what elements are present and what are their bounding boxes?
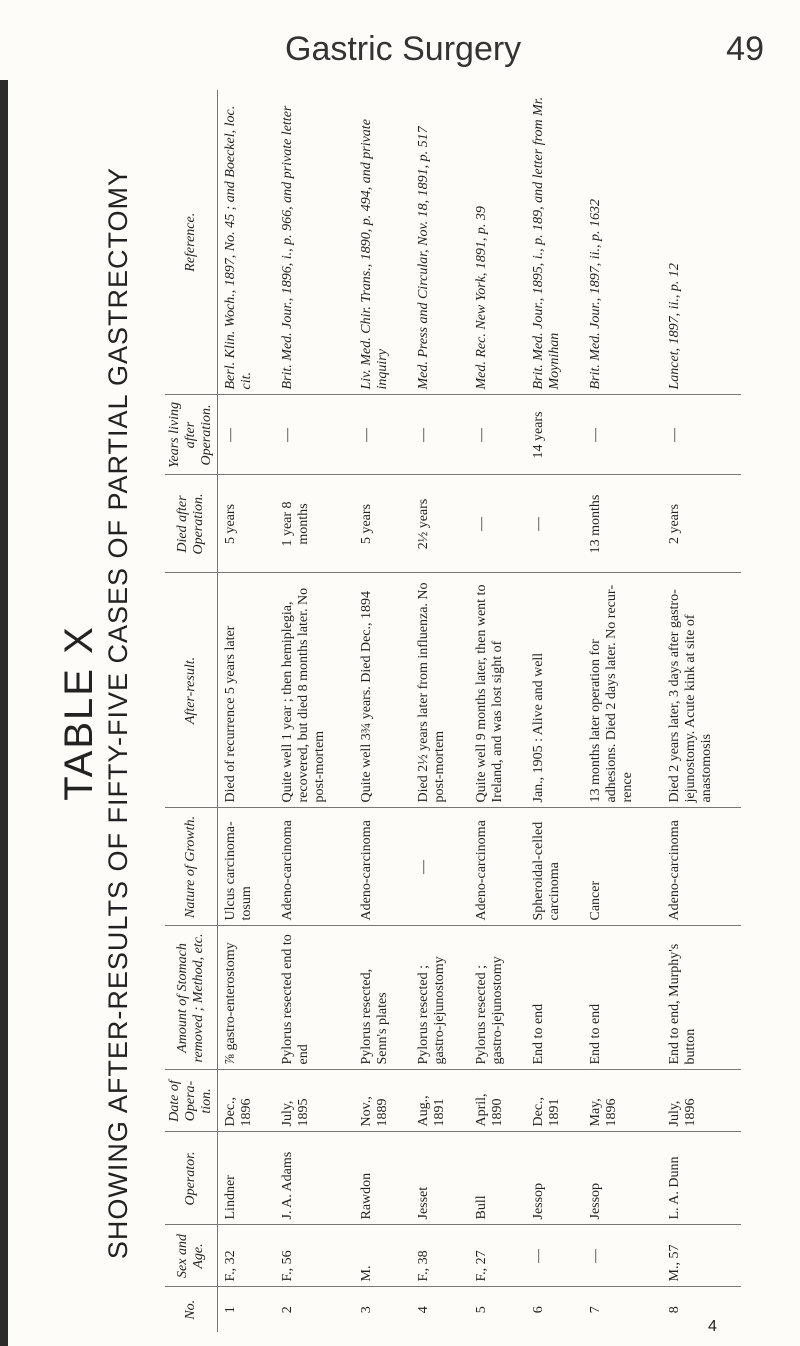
running-title: Gastric Surgery	[285, 30, 522, 68]
cell-died-after: 1 year 8 months	[275, 475, 354, 573]
cell-sex-age: F., 38	[411, 1225, 468, 1287]
cell-amount: Pylorus resected end to end	[275, 926, 354, 1070]
table-row	[469, 90, 526, 1332]
cell-years-living: —	[662, 395, 741, 475]
table-header-row	[165, 90, 218, 1332]
cell-reference: Brit. Med. Jour., 1895, i., p. 189, and letter from Mr. Moynihan	[530, 96, 562, 390]
cell-years-living: —	[275, 395, 354, 475]
cell-amount: End to end, Murphy's button	[662, 926, 741, 1070]
cell-date: Dec., 1891	[526, 1070, 583, 1132]
cell-after-result: Quite well 1 year ; then hemiplegia, recovered, but died 8 months later. No post-mortem	[275, 573, 354, 808]
cell-reference: Brit. Med. Jour., 1897, ii., p. 1632	[588, 198, 603, 390]
cell-sex-age: M., 57	[662, 1225, 741, 1287]
cell-died-after: 5 years	[218, 475, 276, 573]
table-row	[583, 90, 662, 1332]
table-subtitle: SHOWING AFTER-RESULTS OF FIFTY-FIVE CASES OF PARTIAL GASTRECTOMY	[103, 166, 133, 1260]
cell-operator: Jesset	[411, 1132, 468, 1225]
cell-no: 4	[411, 1287, 468, 1332]
cell-nature: —	[411, 808, 468, 926]
cell-years-living: 14 years	[526, 395, 583, 475]
cell-reference: Brit. Med. Jour., 1896, i., p. 966, and private letter	[280, 105, 296, 390]
cell-operator: Jessop	[526, 1132, 583, 1225]
cell-after-result: Quite well 9 months later, then went to Ireland, and was lost sight of	[469, 573, 526, 808]
cell-date: Dec., 1896	[218, 1070, 276, 1132]
cell-no: 2	[275, 1287, 354, 1332]
cell-years-living: —	[469, 395, 526, 475]
col-header-amount: Amount of Stomach removed ; Method, etc.	[165, 926, 218, 1070]
cell-nature: Adeno-carcinoma	[469, 808, 526, 926]
cell-sex-age: M.	[354, 1225, 411, 1287]
col-header-years-living: Years living after Operation.	[165, 395, 218, 475]
page-header	[0, 0, 800, 80]
cell-reference: Berl. Klin. Woch., 1897, No. 45 ; and Boeckel, loc. cit.	[223, 105, 254, 390]
cell-years-living: —	[354, 395, 411, 475]
table-row	[354, 90, 411, 1332]
col-header-after-result: After-result.	[165, 573, 218, 808]
col-header-nature: Nature of Growth.	[165, 808, 218, 926]
table-row	[411, 90, 468, 1332]
table-caption	[40, 80, 150, 1346]
cell-date: July, 1896	[662, 1070, 741, 1132]
cell-died-after: 5 years	[354, 475, 411, 573]
cell-amount: End to end	[583, 926, 662, 1070]
cell-operator: Bull	[469, 1132, 526, 1225]
cell-after-result: Died 2½ years later from influenza. No post-mortem	[411, 573, 468, 808]
cell-nature: Adeno-carcinoma	[354, 808, 411, 926]
col-header-date: Date of Operation.	[165, 1070, 218, 1132]
cell-date: April, 1890	[469, 1070, 526, 1132]
cell-after-result: Died of recurrence 5 years later	[218, 573, 276, 808]
cell-reference: Med. Press and Circular, Nov. 18, 1891, p. 517	[416, 126, 432, 390]
table-row	[662, 90, 741, 1332]
cell-after-result: Jan., 1905 : Alive and well	[526, 573, 583, 808]
cell-reference: Lancet, 1897, ii., p. 12	[666, 263, 682, 390]
cell-nature: Cancer	[583, 808, 662, 926]
cell-reference: Med. Rec. New York, 1891, p. 39	[473, 206, 489, 390]
table-title: TABLE X	[57, 625, 101, 801]
cell-after-result: 13 months later operation for adhesions. Died 2 days later. No recurrence	[583, 573, 662, 808]
cell-sex-age: F., 32	[218, 1225, 276, 1287]
cell-died-after: 2 years	[662, 475, 741, 573]
cell-no: 5	[469, 1287, 526, 1332]
col-header-sex-age: Sex and Age.	[165, 1225, 218, 1287]
cell-no: 1	[218, 1287, 276, 1332]
cell-sex-age: —	[583, 1225, 662, 1287]
cell-died-after: —	[469, 475, 526, 573]
cell-nature: Ulcus carcinomatosum	[218, 808, 276, 926]
cell-after-result: Died 2 years later, 3 days after gastro-jejunostomy. Acute kink at site of anastomosis	[662, 573, 741, 808]
col-header-reference: Reference.	[165, 90, 218, 395]
cell-operator: Lindner	[218, 1132, 276, 1225]
cell-amount: Pylorus resected, Senn's plates	[354, 926, 411, 1070]
cell-operator: Jessop	[583, 1132, 662, 1225]
results-table	[165, 90, 741, 1332]
cell-years-living: —	[583, 395, 662, 475]
cell-nature: Adeno-carcinoma	[662, 808, 741, 926]
cell-no: 6	[526, 1287, 583, 1332]
col-header-operator: Operator.	[165, 1132, 218, 1225]
cell-sex-age: —	[526, 1225, 583, 1287]
cell-amount: ⅞ gastro-enterostomy	[218, 926, 276, 1070]
cell-operator: L. A. Dunn	[662, 1132, 741, 1225]
cell-sex-age: F., 56	[275, 1225, 354, 1287]
cell-date: Nov., 1889	[354, 1070, 411, 1132]
cell-amount: Pylorus resected ; gastro-jejunostomy	[411, 926, 468, 1070]
cell-nature: Spheroidal-celled carcinoma	[526, 808, 583, 926]
cell-reference: Liv. Med. Chir. Trans., 1890, p. 494, and private inquiry	[359, 119, 391, 390]
table-row	[218, 90, 276, 1332]
cell-years-living: —	[218, 395, 276, 475]
cell-sex-age: F., 27	[469, 1225, 526, 1287]
cell-amount: Pylorus resected ; gastro-jejunostomy	[469, 926, 526, 1070]
cell-operator: Rawdon	[354, 1132, 411, 1225]
cell-no: 8	[662, 1287, 741, 1332]
cell-date: Aug., 1891	[411, 1070, 468, 1132]
page-number: 49	[726, 30, 764, 68]
signature-mark: 4	[708, 1318, 717, 1335]
table-row	[275, 90, 354, 1332]
cell-date: May, 1896	[583, 1070, 662, 1132]
cell-operator: J. A. Adams	[275, 1132, 354, 1225]
table-row	[526, 90, 583, 1332]
cell-date: July, 1895	[275, 1070, 354, 1132]
cell-no: 3	[354, 1287, 411, 1332]
cell-died-after: —	[526, 475, 583, 573]
cell-years-living: —	[411, 395, 468, 475]
binding-edge	[0, 80, 8, 1346]
cell-after-result: Quite well 3¾ years. Died Dec., 1894	[354, 573, 411, 808]
cell-no: 7	[583, 1287, 662, 1332]
cell-nature: Adeno-carcinoma	[275, 808, 354, 926]
col-header-no: No.	[165, 1287, 218, 1332]
col-header-died-after: Died after Operation.	[165, 475, 218, 573]
cell-died-after: 13 months	[583, 475, 662, 573]
cell-amount: End to end	[526, 926, 583, 1070]
cell-died-after: 2½ years	[411, 475, 468, 573]
